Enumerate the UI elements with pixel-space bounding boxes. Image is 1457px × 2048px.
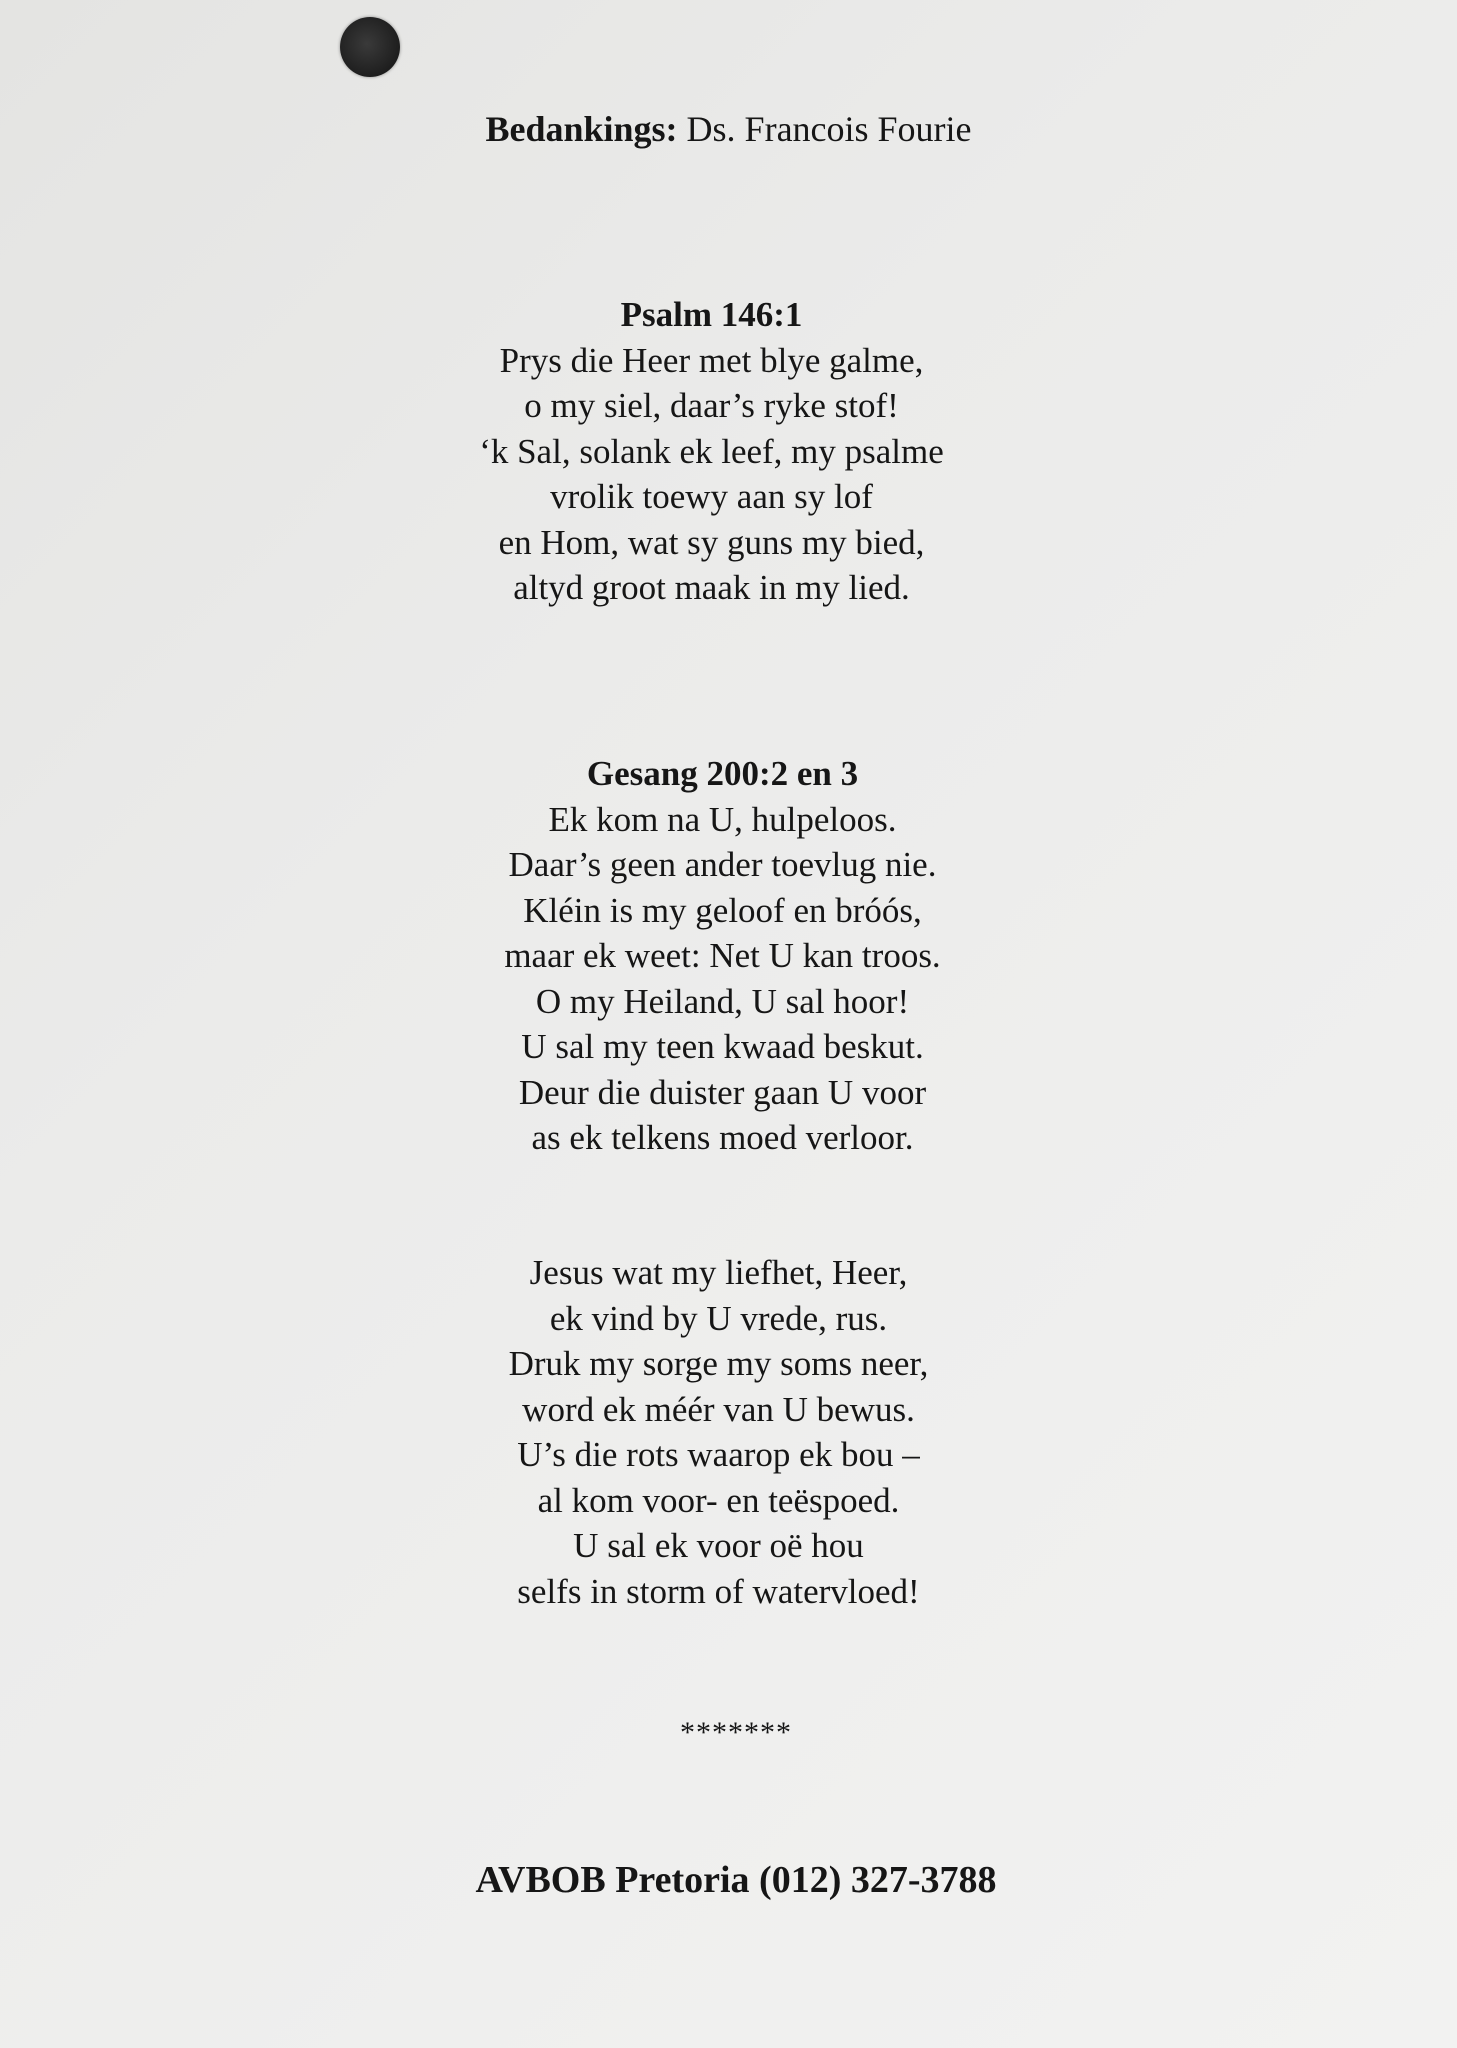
psalm-line: o my siel, daar’s ryke stof! <box>524 386 899 425</box>
gesang-line: word ek méér van U bewus. <box>522 1389 915 1429</box>
gesang-line: selfs in storm of watervloed! <box>517 1571 920 1611</box>
psalm-line: vrolik toewy aan sy lof <box>550 477 873 516</box>
gesang-verse-3-block <box>0 1250 1447 1614</box>
gesang-line: Druk my sorge my soms neer, <box>508 1344 929 1383</box>
acknowledgement-line <box>0 108 1457 150</box>
gesang-title: Gesang 200:2 en 3 <box>586 754 859 793</box>
gesang-line: U sal my teen kwaad beskut. <box>521 1027 924 1066</box>
gesang-line: al kom voor- en teëspoed. <box>537 1480 900 1520</box>
punch-hole <box>340 17 400 77</box>
gesang-line: U’s die rots waarop ek bou – <box>517 1435 920 1474</box>
gesang-verse-2-block <box>0 751 1451 1161</box>
psalm-block <box>0 292 1440 611</box>
psalm-title: Psalm 146:1 <box>620 295 803 334</box>
gesang-line: Jesus wat my liefhet, Heer, <box>529 1253 908 1292</box>
psalm-line: en Hom, wat sy guns my bied, <box>498 522 925 562</box>
gesang-line: O my Heiland, U sal hoor! <box>535 981 910 1021</box>
gesang-line: maar ek weet: Net U kan troos. <box>504 936 941 975</box>
gesang-line: Kléin is my geloof en bróós, <box>523 890 922 930</box>
gesang-line: Ek kom na U, hulpeloos. <box>548 799 897 839</box>
gesang-line: Deur die duister gaan U voor <box>518 1072 927 1112</box>
gesang-line: ek vind by U vrede, rus. <box>549 1298 888 1338</box>
psalm-line: Prys die Heer met blye galme, <box>499 340 924 380</box>
section-separator: ******* <box>680 1716 792 1749</box>
gesang-line: Daar’s geen ander toevlug nie. <box>508 845 937 884</box>
acknowledgement-label: Bedankings: <box>485 109 678 149</box>
psalm-line: altyd groot maak in my lied. <box>513 568 910 607</box>
psalm-line: ‘k Sal, solank ek leef, my psalme <box>479 431 944 471</box>
gesang-line: as ek telkens moed verloor. <box>531 1118 914 1157</box>
gesang-line: U sal ek voor oë hou <box>573 1526 864 1565</box>
acknowledgement-name: Ds. Francois Fourie <box>686 109 972 149</box>
footer-contact: AVBOB Pretoria (012) 327-3788 <box>475 1859 997 1901</box>
